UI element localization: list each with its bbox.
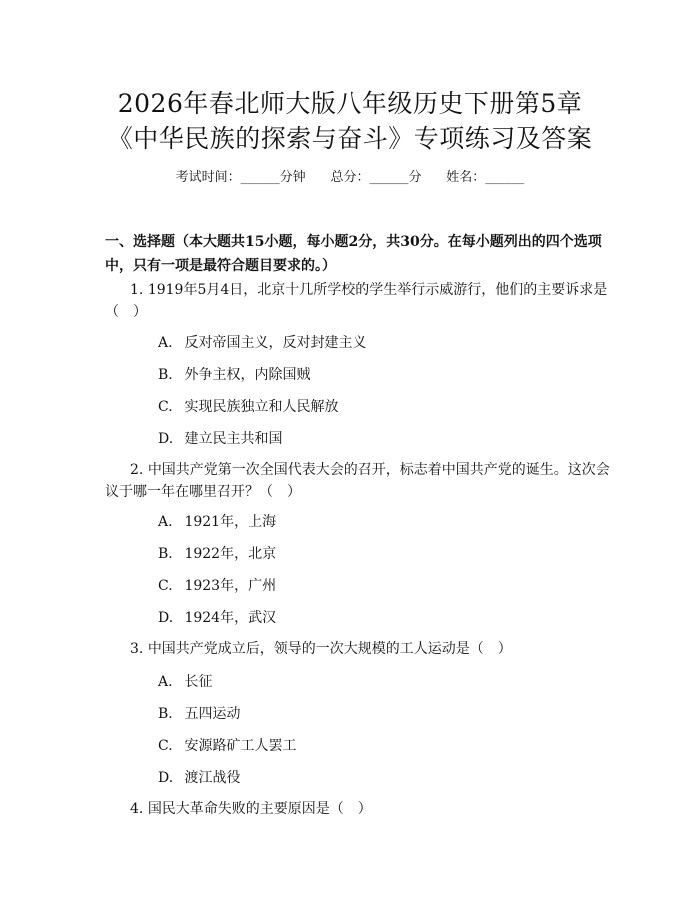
question-number: 4. [130, 801, 144, 817]
option-2a: A. 1921年，上海 [158, 514, 277, 530]
exam-total-score: 总分：______分 [330, 170, 422, 185]
option-1d: D. 建立民主共和国 [158, 431, 283, 447]
question-text: 中国共产党成立后，领导的一次大规模的工人运动是（ ） [147, 641, 512, 657]
section-heading: 一、选择题（本大题共15小题，每小题2分，共30分。在每小题列出的四个选项中，只有一项是最符合题目要求的。） [105, 234, 602, 274]
exam-time: 考试时间：______分钟 [175, 170, 306, 185]
option-2d: D. 1924年，武汉 [158, 610, 277, 626]
option-2b: B. 1922年，北京 [158, 546, 277, 562]
question-number: 2. [130, 462, 144, 478]
option-2c: C. 1923年，广州 [158, 578, 277, 594]
option-3a: A. 长征 [158, 674, 213, 690]
question-text: 国民大革命失败的主要原因是（ ） [147, 801, 372, 817]
document-title-line1: 2026年春北师大版八年级历史下册第5章 [117, 89, 583, 118]
option-3c: C. 安源路矿工人罢工 [158, 738, 297, 754]
question-text: 1919年5月4日，北京十几所学校的学生举行示威游行，他们的主要诉求是（ ） [105, 282, 608, 320]
document-title-line2: 《中华民族的探索与奋斗》专项练习及答案 [107, 124, 593, 153]
option-1b: B. 外争主权，内除国贼 [158, 367, 311, 383]
option-3d: D. 渡江战役 [158, 770, 241, 786]
question-1 [105, 279, 610, 323]
question-2 [105, 459, 610, 503]
question-text: 中国共产党第一次全国代表大会的召开，标志着中国共产党的诞生。这次会议于哪一年在哪里召开？（ ） [105, 462, 610, 500]
exam-meta [0, 169, 700, 187]
question-number: 3. [130, 641, 144, 657]
option-3b: B. 五四运动 [158, 706, 241, 722]
question-4 [105, 798, 610, 820]
question-3 [105, 638, 610, 660]
exam-name: 姓名：______ [446, 170, 525, 185]
option-1c: C. 实现民族独立和人民解放 [158, 399, 339, 415]
question-number: 1. [130, 282, 144, 298]
option-1a: A. 反对帝国主义，反对封建主义 [158, 335, 367, 351]
